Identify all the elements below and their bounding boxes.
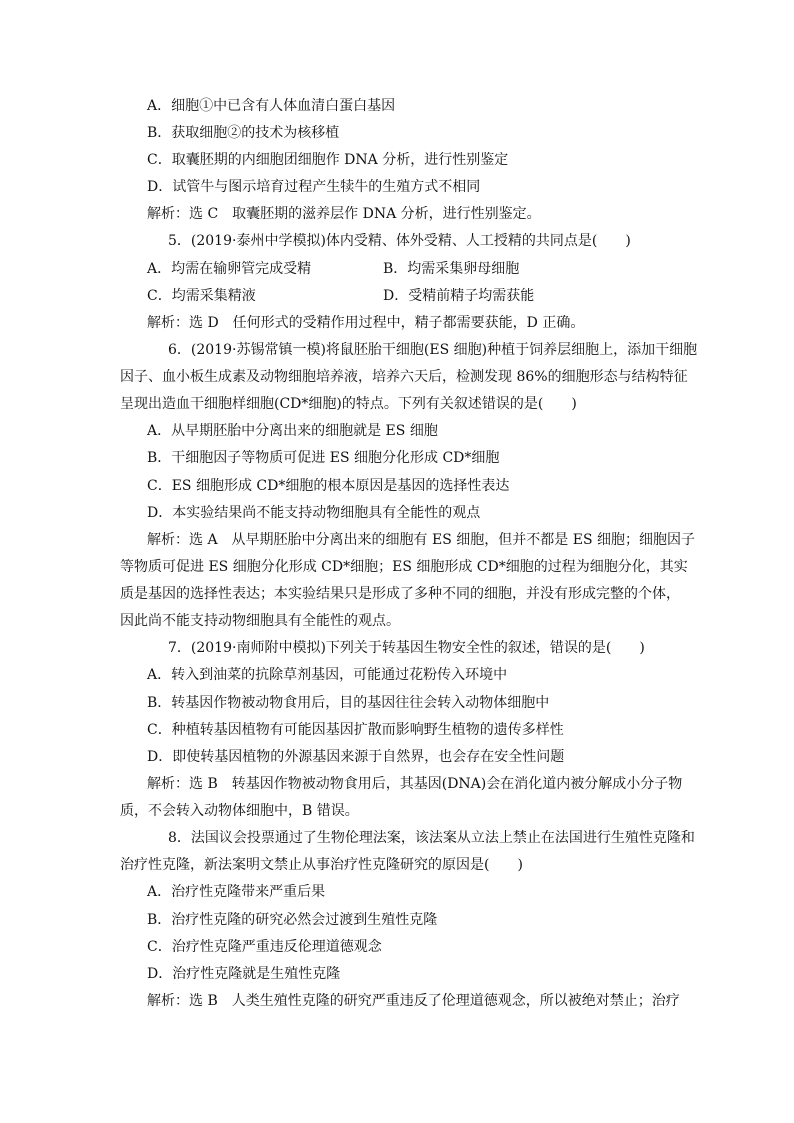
q8-option-d: D．治疗性克隆就是生殖性克隆 [147,966,341,982]
q7-option-b: B．转基因作物被动物食用后，目的基因往往会转入动物体细胞中 [147,695,550,711]
q6-stem-line-2: 因子、血小板生成素及动物细胞培养液，培养六天后，检测发现 86%的细胞形态与结构特征 [120,369,688,385]
q7-option-c: C．种植转基因植物有可能因基因扩散而影响野生植物的遗传多样性 [147,722,564,738]
q6-option-d: D．本实验结果尚不能支持动物细胞具有全能性的观点 [147,505,481,521]
q6-analysis-line-3: 质是基因的选择性表达；本实验结果只是形成了多种不同的细胞，并没有形成完整的个体， [120,586,680,602]
q4-analysis: 解析：选 C 取囊胚期的滋养层作 DNA 分析，进行性别鉴定。 [147,206,541,222]
q4-option-b: B．获取细胞②的技术为核移植 [147,125,340,141]
q8-stem-line-1: 8．法国议会投票通过了生物伦理法案，该法案从立法上禁止在法国进行生殖性克隆和 [168,830,695,846]
q6-stem-line-3: 呈现出造血干细胞样细胞(CD*细胞)的特点。下列有关叙述错误的是( ) [120,396,577,412]
q5-option-c: C．均需采集精液 [147,288,256,304]
q4-option-c: C．取囊胚期的内细胞团细胞作 DNA 分析，进行性别鉴定 [147,152,509,168]
q7-option-a: A．转入到油菜的抗除草剂基因，可能通过花粉传入环境中 [147,667,508,683]
q8-option-c: C．治疗性克隆严重违反伦理道德观念 [147,939,382,955]
q8-option-a: A．治疗性克隆带来严重后果 [147,884,326,900]
q6-analysis-line-1: 解析：选 A 从早期胚胎中分离出来的细胞有 ES 细胞，但并不都是 ES 细胞；细胞因子 [147,532,695,548]
q7-analysis-line-2: 质，不会转入动物体细胞中，B 错误。 [120,803,359,819]
q6-option-b: B．干细胞因子等物质可促进 ES 细胞分化形成 CD*细胞 [147,450,500,466]
q4-option-a: A．细胞①中已含有人体血清白蛋白基因 [147,98,396,114]
q6-analysis-line-2: 等物质可促进 ES 细胞分化形成 CD*细胞；ES 细胞形成 CD*细胞的过程为细胞分化，其实 [120,559,688,575]
q8-stem-line-2: 治疗性克隆，新法案明文禁止从事治疗性克隆研究的原因是( ) [120,857,523,873]
q8-option-b: B．治疗性克隆的研究必然会过渡到生殖性克隆 [147,912,438,928]
q6-option-c: C．ES 细胞形成 CD*细胞的根本原因是基因的选择性表达 [147,478,510,494]
q7-analysis-line-1: 解析：选 B 转基因作物被动物食用后，其基因(DNA)会在消化道内被分解成小分子物 [147,776,683,792]
q5-option-a: A．均需在输卵管完成受精 [147,261,312,277]
q8-analysis-line-1: 解析：选 B 人类生殖性克隆的研究严重违反了伦理道德观念，所以被绝对禁止；治疗 [147,993,680,1009]
q6-stem-line-1: 6．(2019·苏锡常镇一模)将鼠胚胎干细胞(ES 细胞)种植于饲养层细胞上，添加干细胞 [168,342,698,358]
q5-stem: 5．(2019·泰州中学模拟)体内受精、体外受精、人工授精的共同点是( ) [168,233,631,249]
q6-option-a: A．从早期胚胎中分离出来的细胞就是 ES 细胞 [147,423,438,439]
q5-option-b: B．均需采集卵母细胞 [383,261,520,277]
q4-option-d: D．试管牛与图示培育过程产生犊牛的生殖方式不相同 [147,179,481,195]
q6-analysis-line-4: 因此尚不能支持动物细胞具有全能性的观点。 [120,613,400,629]
q5-option-d: D．受精前精子均需获能 [383,288,535,304]
q7-stem: 7．(2019·南师附中模拟)下列关于转基因生物安全性的叙述，错误的是( ) [168,640,645,656]
q7-option-d: D．即使转基因植物的外源基因来源于自然界，也会存在安全性问题 [147,749,565,765]
q5-analysis: 解析：选 D 任何形式的受精作用过程中，精子都需要获能，D 正确。 [147,315,585,331]
